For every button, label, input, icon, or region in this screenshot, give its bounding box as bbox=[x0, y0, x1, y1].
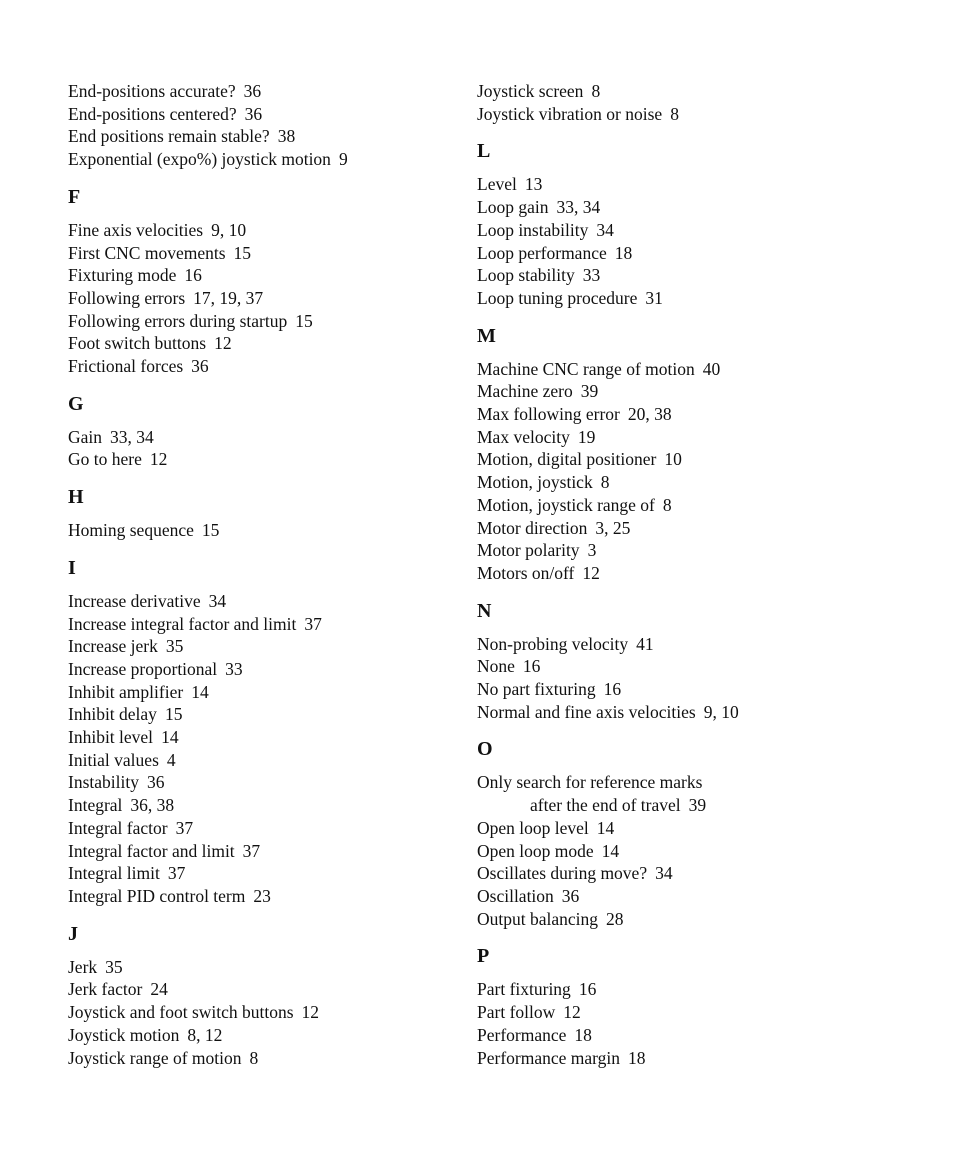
index-entry-loop-instability bbox=[477, 219, 877, 242]
index-page-numbers: 20, 38 bbox=[627, 404, 672, 425]
section-letter-n: N bbox=[477, 599, 492, 622]
index-page-numbers: 14 bbox=[596, 817, 615, 838]
index-term: Motion, digital positioner bbox=[477, 449, 657, 470]
index-page-numbers: 37 bbox=[304, 613, 322, 634]
section-letter-o: O bbox=[477, 738, 493, 761]
section-letter-g: G bbox=[68, 392, 84, 415]
index-term: Joystick motion bbox=[68, 1024, 180, 1045]
index-term: Part follow bbox=[477, 1002, 556, 1023]
index-term: Gain bbox=[68, 426, 103, 447]
index-entry-joystick-vibration-or-noise bbox=[477, 103, 877, 126]
index-entry-loop-tuning-procedure bbox=[477, 287, 877, 310]
index-term: End-positions accurate? bbox=[68, 81, 236, 101]
index-entry-motion-digital-positioner bbox=[477, 448, 877, 471]
index-entry-output-balancing bbox=[477, 908, 877, 931]
index-page-numbers: 12 bbox=[582, 562, 600, 583]
index-page-numbers: 16 bbox=[603, 679, 622, 700]
index-page-numbers: 36 bbox=[191, 356, 209, 377]
index-term: Fixturing mode bbox=[68, 265, 177, 286]
index-entry-following-errors bbox=[68, 287, 468, 310]
index-entry-joystick-motion bbox=[68, 1024, 468, 1047]
index-page-numbers: 15 bbox=[233, 242, 252, 263]
index-entry-oscillation bbox=[477, 885, 877, 908]
index-page-numbers: 36, 38 bbox=[130, 795, 175, 816]
index-term: Oscillates during move? bbox=[477, 863, 648, 884]
index-term: Machine zero bbox=[477, 381, 573, 402]
index-entry-max-velocity bbox=[477, 426, 877, 449]
index-term: Loop stability bbox=[477, 265, 575, 286]
index-term: Loop performance bbox=[477, 242, 607, 263]
index-entry-no-part-fixturing bbox=[477, 678, 877, 701]
index-term: End-positions centered? bbox=[68, 103, 237, 124]
index-term: Level bbox=[477, 174, 517, 195]
index-page-numbers: 18 bbox=[574, 1024, 592, 1045]
index-page-numbers: 33 bbox=[225, 658, 243, 679]
index-term: Following errors bbox=[68, 287, 186, 308]
index-page-numbers: 16 bbox=[184, 265, 202, 286]
index-page-numbers: 39 bbox=[688, 795, 707, 816]
index-page-numbers: 35 bbox=[165, 636, 184, 657]
index-term: Joystick screen bbox=[477, 81, 584, 101]
index-column-right bbox=[477, 80, 877, 1069]
index-entry-go-to-here bbox=[68, 448, 468, 471]
index-entry-integral-factor-and-limit bbox=[68, 840, 468, 863]
index-entry-foot-switch-buttons bbox=[68, 332, 468, 355]
section-letter-p: P bbox=[477, 945, 490, 968]
index-term: Integral PID control term bbox=[68, 885, 246, 906]
index-term: Foot switch buttons bbox=[68, 333, 207, 354]
index-term: Motor polarity bbox=[477, 540, 580, 561]
index-page-numbers: 8, 12 bbox=[187, 1024, 223, 1045]
index-term: Motor direction bbox=[477, 517, 588, 538]
index-entry-increase-jerk bbox=[68, 635, 468, 658]
index-entry-open-loop-mode bbox=[477, 840, 877, 863]
index-term: No part fixturing bbox=[477, 679, 596, 700]
index-entry-loop-stability bbox=[477, 264, 877, 287]
index-term: Exponential (expo%) joystick motion bbox=[68, 149, 331, 170]
index-page-numbers: 12 bbox=[214, 333, 232, 354]
index-entry-homing-sequence bbox=[68, 519, 468, 542]
index-entry-joystick-range-of-motion bbox=[68, 1047, 468, 1070]
index-term: Max following error bbox=[477, 404, 620, 425]
index-entry-initial-values bbox=[68, 749, 468, 772]
index-entry-fine-axis-velocities bbox=[68, 219, 468, 242]
index-term: Oscillation bbox=[477, 885, 554, 906]
index-term: Following errors during startup bbox=[68, 310, 288, 331]
index-entry-gain bbox=[68, 426, 468, 449]
index-page-numbers: 12 bbox=[301, 1002, 320, 1023]
index-term: Integral bbox=[68, 795, 123, 816]
index-page-numbers: 28 bbox=[606, 908, 624, 929]
index-page-numbers: 3, 25 bbox=[595, 517, 631, 538]
index-page-numbers: 36 bbox=[244, 103, 263, 124]
index-term: Loop gain bbox=[477, 197, 549, 218]
index-entry-increase-integral-factor-and-limit bbox=[68, 613, 468, 636]
index-entry-motor-polarity bbox=[477, 539, 877, 562]
index-entry-increase-proportional bbox=[68, 658, 468, 681]
index-term: Open loop mode bbox=[477, 840, 594, 861]
index-page-numbers: 18 bbox=[628, 1047, 646, 1068]
index-page-numbers: 33 bbox=[582, 265, 601, 286]
index-page-numbers: 24 bbox=[150, 979, 168, 1000]
index-entry-motors-on-off bbox=[477, 562, 877, 585]
index-term: Joystick range of motion bbox=[68, 1047, 242, 1068]
index-term: Output balancing bbox=[477, 908, 599, 929]
index-page-numbers: 15 bbox=[295, 310, 313, 331]
index-term: Joystick vibration or noise bbox=[477, 103, 663, 124]
index-entry-end-positions-accurate bbox=[68, 80, 468, 103]
index-entry-following-errors-during-startup bbox=[68, 310, 468, 333]
index-page-numbers: 36 bbox=[561, 885, 580, 906]
index-term: Performance bbox=[477, 1024, 567, 1045]
index-page-numbers: 23 bbox=[253, 885, 271, 906]
index-entry-frictional-forces bbox=[68, 355, 468, 378]
index-term: Motion, joystick bbox=[477, 472, 593, 493]
index-entry-inhibit-delay bbox=[68, 703, 468, 726]
index-page-numbers: 37 bbox=[242, 840, 261, 861]
index-term: Jerk factor bbox=[68, 979, 143, 1000]
index-entry-machine-zero bbox=[477, 380, 877, 403]
index-term: Integral factor bbox=[68, 817, 168, 838]
index-page-numbers: 15 bbox=[201, 520, 220, 541]
index-entry-motor-direction bbox=[477, 517, 877, 540]
index-page-numbers: 17, 19, 37 bbox=[193, 287, 264, 308]
index-page-numbers: 8 bbox=[249, 1047, 259, 1068]
index-entry-inhibit-level bbox=[68, 726, 468, 749]
index-entry-part-fixturing bbox=[477, 978, 877, 1001]
index-page-numbers: 9, 10 bbox=[703, 701, 739, 722]
index-entry-integral-pid-control-term bbox=[68, 885, 468, 908]
index-page-numbers: 19 bbox=[577, 426, 596, 447]
index-entry-open-loop-level bbox=[477, 817, 877, 840]
index-page-numbers: 41 bbox=[636, 633, 654, 654]
index-term: Fine axis velocities bbox=[68, 219, 204, 240]
index-page-numbers: 37 bbox=[175, 817, 194, 838]
index-entry-only-search-for-reference-marks bbox=[477, 771, 877, 816]
index-term: Increase jerk bbox=[68, 636, 158, 657]
section-letter-i: I bbox=[68, 556, 76, 579]
section-letter-l: L bbox=[477, 140, 491, 163]
index-entry-increase-derivative bbox=[68, 590, 468, 613]
index-term: End positions remain stable? bbox=[68, 126, 270, 147]
index-entry-first-cnc-movements bbox=[68, 242, 468, 265]
index-page-numbers: 34 bbox=[208, 590, 227, 611]
section-letter-f: F bbox=[68, 185, 81, 208]
index-term: Motion, joystick range of bbox=[477, 494, 655, 515]
index-term: Inhibit level bbox=[68, 727, 154, 748]
index-page-numbers: 18 bbox=[614, 242, 633, 263]
index-term: Integral factor and limit bbox=[68, 840, 235, 861]
index-page-numbers: 31 bbox=[645, 287, 663, 308]
index-term: Machine CNC range of motion bbox=[477, 358, 695, 379]
index-term: Normal and fine axis velocities bbox=[477, 701, 696, 722]
index-term: Max velocity bbox=[477, 426, 570, 447]
index-entry-integral bbox=[68, 794, 468, 817]
index-page-numbers: 36 bbox=[243, 81, 262, 101]
index-term-continuation-text: after the end of travel bbox=[530, 795, 681, 816]
index-page-numbers: 3 bbox=[587, 540, 597, 561]
index-entry-max-following-error bbox=[477, 403, 877, 426]
index-entry-part-follow bbox=[477, 1001, 877, 1024]
index-term: Loop tuning procedure bbox=[477, 287, 638, 308]
index-page-numbers: 8 bbox=[670, 103, 679, 124]
index-page-numbers: 34 bbox=[655, 863, 673, 884]
index-page-numbers: 36 bbox=[146, 772, 165, 793]
index-entry-performance bbox=[477, 1024, 877, 1047]
index-page-numbers: 8 bbox=[600, 472, 610, 493]
index-entry-jerk-factor bbox=[68, 978, 468, 1001]
index-term: Motors on/off bbox=[477, 562, 575, 583]
index-page-numbers: 40 bbox=[702, 358, 721, 379]
index-page-numbers: 39 bbox=[580, 381, 599, 402]
index-entry-fixturing-mode bbox=[68, 264, 468, 287]
index-entry-level bbox=[477, 173, 877, 196]
index-term: Integral limit bbox=[68, 863, 160, 884]
index-term: Increase proportional bbox=[68, 658, 218, 679]
section-letter-j: J bbox=[68, 922, 78, 945]
index-entry-none bbox=[477, 655, 877, 678]
index-page-numbers: 13 bbox=[524, 174, 543, 195]
index-entry-normal-and-fine-axis-velocities bbox=[477, 701, 877, 724]
index-page-numbers: 14 bbox=[161, 727, 179, 748]
index-term: Increase derivative bbox=[68, 590, 201, 611]
index-term: Non-probing velocity bbox=[477, 633, 629, 654]
index-page-numbers: 8 bbox=[662, 494, 672, 515]
index-page-numbers: 12 bbox=[149, 449, 168, 470]
index-page-numbers: 16 bbox=[522, 656, 541, 677]
index-entry-performance-margin bbox=[477, 1047, 877, 1070]
index-page-numbers: 10 bbox=[664, 449, 682, 470]
index-entry-non-probing-velocity bbox=[477, 633, 877, 656]
index-term: Instability bbox=[68, 772, 139, 793]
index-term: Only search for reference marks bbox=[477, 772, 703, 793]
index-entry-integral-limit bbox=[68, 862, 468, 885]
index-page-numbers: 16 bbox=[578, 979, 597, 1000]
index-page-numbers: 34 bbox=[596, 219, 614, 240]
index-term: Joystick and foot switch buttons bbox=[68, 1002, 294, 1023]
index-term: Increase integral factor and limit bbox=[68, 613, 297, 634]
index-term: Homing sequence bbox=[68, 520, 194, 541]
index-entry-exponential-expo-joystick-motion bbox=[68, 148, 468, 171]
index-entry-motion-joystick bbox=[477, 471, 877, 494]
index-term: First CNC movements bbox=[68, 242, 226, 263]
index-entry-end-positions-centered bbox=[68, 103, 468, 126]
index-term: Part fixturing bbox=[477, 979, 571, 1000]
index-term: Loop instability bbox=[477, 219, 589, 240]
index-entry-machine-cnc-range-of-motion bbox=[477, 358, 877, 381]
index-page-numbers: 37 bbox=[167, 863, 186, 884]
index-column-left bbox=[68, 80, 468, 1069]
index-term-continuation bbox=[477, 794, 877, 817]
index-page-numbers: 9 bbox=[338, 149, 348, 170]
index-page-numbers: 38 bbox=[277, 126, 296, 147]
index-entry-integral-factor bbox=[68, 817, 468, 840]
index-page-numbers: 33, 34 bbox=[110, 426, 154, 447]
index-term: Performance margin bbox=[477, 1047, 621, 1068]
index-term: Frictional forces bbox=[68, 356, 184, 377]
index-entry-instability bbox=[68, 771, 468, 794]
index-term: None bbox=[477, 656, 515, 677]
section-letter-m: M bbox=[477, 324, 496, 347]
index-entry-joystick-and-foot-switch-buttons bbox=[68, 1001, 468, 1024]
index-term: Jerk bbox=[68, 956, 98, 977]
index-entry-jerk bbox=[68, 956, 468, 979]
index-page-numbers: 14 bbox=[191, 681, 209, 702]
index-entry-joystick-screen bbox=[477, 80, 877, 103]
index-term: Inhibit amplifier bbox=[68, 681, 184, 702]
index-page-numbers: 8 bbox=[591, 81, 601, 101]
index-page-numbers: 9, 10 bbox=[211, 219, 247, 240]
section-letter-h: H bbox=[68, 486, 84, 509]
index-term: Go to here bbox=[68, 449, 142, 470]
index-term: Open loop level bbox=[477, 817, 589, 838]
index-entry-inhibit-amplifier bbox=[68, 681, 468, 704]
index-page-numbers: 15 bbox=[164, 704, 183, 725]
index-page-numbers: 4 bbox=[166, 749, 176, 770]
index-page-numbers: 12 bbox=[563, 1002, 581, 1023]
index-entry-loop-gain bbox=[477, 196, 877, 219]
index-entry-oscillates-during-move bbox=[477, 862, 877, 885]
index-term: Inhibit delay bbox=[68, 704, 157, 725]
index-entry-end-positions-remain-stable bbox=[68, 125, 468, 148]
index-entry-motion-joystick-range-of bbox=[477, 494, 877, 517]
index-page-numbers: 33, 34 bbox=[556, 197, 601, 218]
index-entry-loop-performance bbox=[477, 242, 877, 265]
index-page-numbers: 35 bbox=[105, 956, 123, 977]
index-term: Initial values bbox=[68, 749, 159, 770]
index-page-numbers: 14 bbox=[601, 840, 620, 861]
